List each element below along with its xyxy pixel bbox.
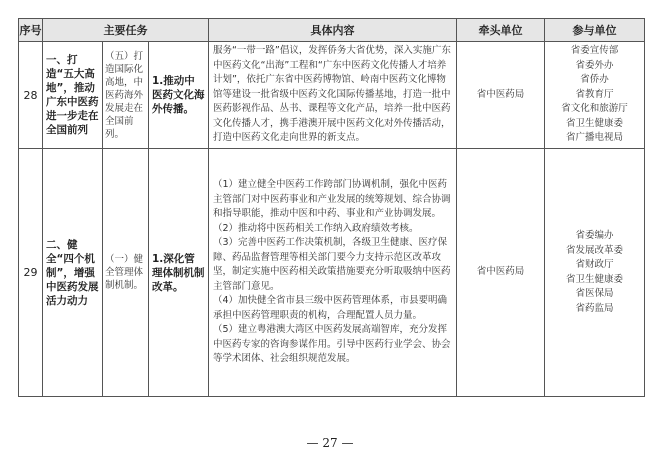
participants-cell — [545, 149, 645, 397]
task-level1: 一、打造“五大高地”，推动广东中医药进一步走在全国前列 — [43, 42, 103, 149]
table-header-row — [19, 19, 645, 42]
participant: 省卫生健康委 — [565, 117, 623, 129]
participant: 省委外办 — [575, 59, 614, 71]
lead-unit: 省中医药局 — [457, 149, 545, 397]
participant: 省文化和旅游厅 — [561, 103, 628, 115]
task-level2: （一）健全管理体制机制。 — [103, 149, 149, 397]
participant: 省发展改革委 — [565, 244, 623, 256]
content-cell — [209, 42, 457, 149]
task-table — [18, 18, 645, 397]
participant: 省教育厅 — [575, 88, 614, 100]
header-content: 具体内容 — [209, 19, 457, 42]
participant: 省药监局 — [575, 302, 614, 314]
task-level2: （五）打造国际化高地，中医药海外发展走在全国前列。 — [103, 42, 149, 149]
participant: 省委编办 — [575, 230, 614, 241]
content-cell — [209, 149, 457, 397]
participant: 省广播电视局 — [565, 132, 623, 144]
row-seq: 28 — [19, 42, 43, 149]
content-paragraph: （2）推动将中医药相关工作纳入政府绩效考核。 — [213, 222, 419, 234]
participant: 省卫生健康委 — [565, 273, 623, 285]
header-lead-unit: 牵头单位 — [457, 19, 545, 42]
task-level1: 二、健全“四个机制”，增强中医药发展活力动力 — [43, 149, 103, 397]
participants-cell — [545, 42, 645, 149]
content-paragraph: （3）完善中医药工作决策机制，各级卫生健康、医疗保障、药品监督管理等相关部门要今力支持示范区改革攻坚，制定实施中医药相关政策措施要充分听取吸纳中医药主管部门意见。 — [213, 237, 451, 292]
header-participants: 参与单位 — [545, 19, 645, 42]
lead-unit: 省中医药局 — [457, 42, 545, 149]
header-seq: 序号 — [19, 19, 43, 42]
content-paragraph: 服务“一带一路”倡议，发挥侨务大省优势，深入实施广东中医药文化“出海”工程和“广东中医药文化传播人才培养计划”，依托广东省中医药博物馆、岭南中医药文化博物馆等建设一批省级中医药文化国际传播基地，打造一批中医药影视作品、丛书、课程等文化产品，培养一批中医药文化传播人才，携手港澳开展中医药文化对外传播活动，打造中医药文化走向世界的新支点。 — [213, 45, 451, 144]
page-number: — 27 — — [306, 436, 354, 450]
table-row — [19, 149, 645, 397]
header-main-task: 主要任务 — [43, 19, 209, 42]
task-level3: 1.深化管理体制机制改革。 — [149, 149, 209, 397]
row-seq: 29 — [19, 149, 43, 397]
participant: 省侨办 — [580, 74, 609, 86]
content-paragraph: （1）建立健全中医药工作跨部门协调机制，强化中医药主管部门对中医药事业和产业发展的统筹规划、综合协调和指导职能，推动中医和中药、事业和产业协调发展。 — [213, 179, 451, 220]
content-paragraph: （4）加快健全省市县三级中医药管理体系，市县要明确承担中医药管理职责的机构，合理配置人员力量。 — [213, 295, 448, 321]
content-paragraph: （5）建立粤港澳大湾区中医药发展高端智库，充分发挥中医药专家的咨询参谋作用。引导中医药行业学会、协会等学术团体、社会组织规范发展。 — [213, 324, 451, 365]
task-level3: 1.推动中医药文化海外传播。 — [149, 42, 209, 149]
document-page — [18, 18, 644, 397]
participant: 省财政厅 — [575, 259, 614, 270]
participant: 省委宣传部 — [570, 45, 619, 57]
participant: 省医保局 — [575, 288, 614, 299]
table-row — [19, 42, 645, 149]
